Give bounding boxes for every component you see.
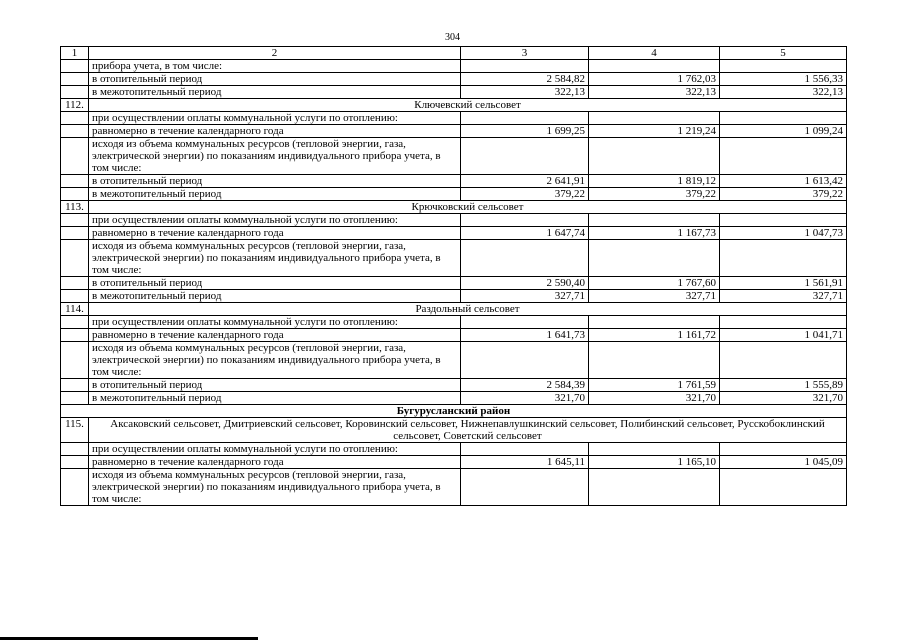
row-value-col-4: 1 167,73	[589, 227, 720, 240]
table-row	[61, 86, 847, 99]
row-number	[61, 329, 89, 342]
row-label: в отопительный период	[89, 175, 461, 188]
table-row	[61, 329, 847, 342]
row-value-col-3: 1 699,25	[461, 125, 589, 138]
row-value-col-3	[461, 342, 589, 379]
row-value-col-3	[461, 240, 589, 277]
table-row	[61, 342, 847, 379]
tariff-table	[60, 46, 847, 506]
table-row	[61, 60, 847, 73]
row-value-col-5: 379,22	[720, 188, 847, 201]
row-value-col-3: 379,22	[461, 188, 589, 201]
header-col-3: 3	[461, 47, 589, 60]
table-row	[61, 379, 847, 392]
table-row	[61, 316, 847, 329]
row-value-col-4	[589, 240, 720, 277]
row-value-col-4: 1 165,10	[589, 456, 720, 469]
row-label: в межотопительный период	[89, 188, 461, 201]
section-number: 115.	[61, 418, 89, 443]
row-value-col-4: 1 219,24	[589, 125, 720, 138]
row-value-col-5: 1 041,71	[720, 329, 847, 342]
row-label: в отопительный период	[89, 277, 461, 290]
row-value-col-4	[589, 342, 720, 379]
section-title: Аксаковский сельсовет, Дмитриевский сельсовет, Коровинский сельсовет, Нижнепавлушкинский сельсовет, Полибинский сельсовет, Русскобоклинский сельсовет, Советский сельсовет	[89, 418, 847, 443]
row-value-col-4	[589, 112, 720, 125]
row-number	[61, 86, 89, 99]
header-col-4: 4	[589, 47, 720, 60]
row-label: в межотопительный период	[89, 86, 461, 99]
row-value-col-5: 1 613,42	[720, 175, 847, 188]
row-value-col-5	[720, 60, 847, 73]
row-label: при осуществлении оплаты коммунальной услуги по отоплению:	[89, 214, 461, 227]
row-label: равномерно в течение календарного года	[89, 329, 461, 342]
row-value-col-5: 1 555,89	[720, 379, 847, 392]
row-value-col-3: 2 584,82	[461, 73, 589, 86]
row-label: исходя из объема коммунальных ресурсов (тепловой энергии, газа, электрической энергии) по показаниям индивидуального прибора учета, в том числе:	[89, 342, 461, 379]
section-number: 114.	[61, 303, 89, 316]
row-value-col-4: 1 767,60	[589, 277, 720, 290]
row-number	[61, 112, 89, 125]
header-col-2: 2	[89, 47, 461, 60]
row-number	[61, 316, 89, 329]
header-col-1: 1	[61, 47, 89, 60]
section-number: 113.	[61, 201, 89, 214]
row-number	[61, 290, 89, 303]
row-value-col-4	[589, 443, 720, 456]
section-title: Крючковский сельсовет	[89, 201, 847, 214]
row-label: исходя из объема коммунальных ресурсов (тепловой энергии, газа, электрической энергии) по показаниям индивидуального прибора учета, в том числе:	[89, 469, 461, 506]
row-value-col-5	[720, 138, 847, 175]
row-value-col-5	[720, 469, 847, 506]
row-value-col-4: 1 761,59	[589, 379, 720, 392]
table-row	[61, 138, 847, 175]
row-value-col-4: 327,71	[589, 290, 720, 303]
row-value-col-4: 322,13	[589, 86, 720, 99]
row-number	[61, 456, 89, 469]
row-value-col-3: 327,71	[461, 290, 589, 303]
row-number	[61, 469, 89, 506]
row-value-col-3	[461, 112, 589, 125]
row-number	[61, 125, 89, 138]
row-value-col-4: 321,70	[589, 392, 720, 405]
section-title: Ключевский сельсовет	[89, 99, 847, 112]
table-row	[61, 227, 847, 240]
row-value-col-5	[720, 112, 847, 125]
row-label: прибора учета, в том числе:	[89, 60, 461, 73]
row-value-col-5	[720, 240, 847, 277]
row-value-col-4	[589, 316, 720, 329]
row-value-col-3: 2 590,40	[461, 277, 589, 290]
district-title: Бугурусланский район	[61, 405, 847, 418]
row-value-col-3	[461, 443, 589, 456]
row-number	[61, 240, 89, 277]
district-row	[61, 405, 847, 418]
row-value-col-4: 379,22	[589, 188, 720, 201]
row-number	[61, 73, 89, 86]
row-label: при осуществлении оплаты коммунальной услуги по отоплению:	[89, 443, 461, 456]
row-value-col-3	[461, 469, 589, 506]
table-row	[61, 469, 847, 506]
section-number: 112.	[61, 99, 89, 112]
row-value-col-3	[461, 316, 589, 329]
table-row	[61, 214, 847, 227]
row-label: равномерно в течение календарного года	[89, 125, 461, 138]
section-row	[61, 418, 847, 443]
row-value-col-5: 1 561,91	[720, 277, 847, 290]
row-value-col-4	[589, 138, 720, 175]
table-row	[61, 73, 847, 86]
row-value-col-4: 1 819,12	[589, 175, 720, 188]
header-row	[61, 47, 847, 60]
row-value-col-4	[589, 214, 720, 227]
table-row	[61, 290, 847, 303]
table-row	[61, 125, 847, 138]
row-value-col-5: 321,70	[720, 392, 847, 405]
row-label: при осуществлении оплаты коммунальной услуги по отоплению:	[89, 316, 461, 329]
row-value-col-3: 321,70	[461, 392, 589, 405]
table-row	[61, 277, 847, 290]
section-row	[61, 303, 847, 316]
row-number	[61, 60, 89, 73]
row-label: при осуществлении оплаты коммунальной услуги по отоплению:	[89, 112, 461, 125]
row-value-col-3: 322,13	[461, 86, 589, 99]
row-value-col-4: 1 762,03	[589, 73, 720, 86]
row-label: равномерно в течение календарного года	[89, 227, 461, 240]
row-number	[61, 379, 89, 392]
row-value-col-3: 2 641,91	[461, 175, 589, 188]
row-label: в отопительный период	[89, 73, 461, 86]
table-row	[61, 112, 847, 125]
row-label: в межотопительный период	[89, 290, 461, 303]
row-value-col-5	[720, 214, 847, 227]
row-value-col-3	[461, 60, 589, 73]
row-label: исходя из объема коммунальных ресурсов (тепловой энергии, газа, электрической энергии) по показаниям индивидуального прибора учета, в том числе:	[89, 138, 461, 175]
section-title: Раздольный сельсовет	[89, 303, 847, 316]
row-number	[61, 175, 89, 188]
row-value-col-3	[461, 138, 589, 175]
row-value-col-4: 1 161,72	[589, 329, 720, 342]
row-number	[61, 188, 89, 201]
row-number	[61, 443, 89, 456]
row-value-col-3	[461, 214, 589, 227]
table-row	[61, 175, 847, 188]
table-row	[61, 392, 847, 405]
table-row	[61, 188, 847, 201]
row-value-col-3: 1 645,11	[461, 456, 589, 469]
table-row	[61, 240, 847, 277]
page-number: 304	[445, 32, 460, 43]
row-value-col-3: 2 584,39	[461, 379, 589, 392]
row-number	[61, 138, 89, 175]
row-value-col-5: 1 556,33	[720, 73, 847, 86]
row-number	[61, 342, 89, 379]
row-value-col-5: 1 045,09	[720, 456, 847, 469]
row-value-col-3: 1 647,74	[461, 227, 589, 240]
row-value-col-4	[589, 60, 720, 73]
row-label: в межотопительный период	[89, 392, 461, 405]
row-number	[61, 214, 89, 227]
row-number	[61, 392, 89, 405]
row-value-col-3: 1 641,73	[461, 329, 589, 342]
header-col-5: 5	[720, 47, 847, 60]
row-value-col-5	[720, 443, 847, 456]
table-row	[61, 443, 847, 456]
row-value-col-4	[589, 469, 720, 506]
row-number	[61, 277, 89, 290]
row-value-col-5: 1 099,24	[720, 125, 847, 138]
row-value-col-5: 322,13	[720, 86, 847, 99]
row-label: исходя из объема коммунальных ресурсов (тепловой энергии, газа, электрической энергии) по показаниям индивидуального прибора учета, в том числе:	[89, 240, 461, 277]
row-value-col-5: 327,71	[720, 290, 847, 303]
row-label: в отопительный период	[89, 379, 461, 392]
section-row	[61, 99, 847, 112]
row-value-col-5	[720, 342, 847, 379]
row-value-col-5: 1 047,73	[720, 227, 847, 240]
table-row	[61, 456, 847, 469]
section-row	[61, 201, 847, 214]
row-label: равномерно в течение календарного года	[89, 456, 461, 469]
row-value-col-5	[720, 316, 847, 329]
row-number	[61, 227, 89, 240]
